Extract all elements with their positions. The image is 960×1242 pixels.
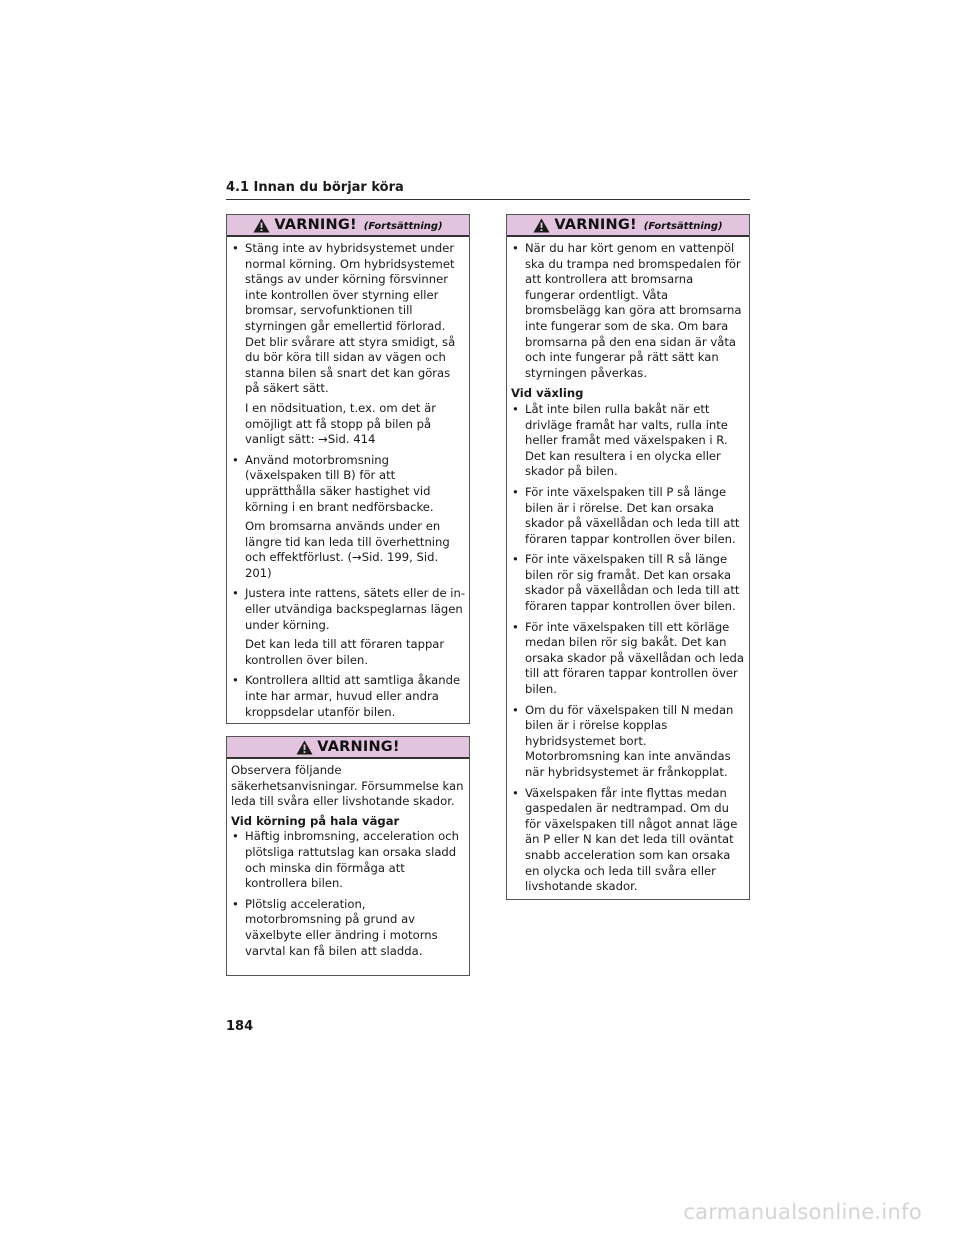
warning-body — [227, 237, 469, 731]
subheading: Vid körning på hala vägar — [231, 813, 400, 828]
list-item — [231, 673, 465, 720]
warning-title: VARNING! — [554, 217, 637, 233]
warning-subtitle: (Fortsättning) — [363, 221, 443, 232]
warning-triangle-icon — [253, 218, 270, 233]
warning-title: VARNING! — [274, 217, 357, 233]
list-item: • Växelspaken får inte flyttas medan gaspedalen är nedtrampad. Om du för växelspaken till något annat läge än P eller N kan det leda till oväntat snabb acceleration som kan orsaka en olycka och leda till svåra eller livshotande skador. — [511, 786, 745, 895]
list-item — [231, 453, 465, 582]
item-paragraph: • Stäng inte av hybridsystemet under normal körning. Om hybridsystemet stängs av under körning försvinner inte kontrollen över styrning eller bromsar, servofunktionen till styrningen går emellertid förlorad. Det blir svårare att styra smidigt, så du bör köra till sidan av vägen och stanna bilen så snart det kan göras på säkert sätt. — [245, 241, 456, 396]
warning-header — [227, 215, 469, 237]
list-item: • För inte växelspaken till P så länge bilen är i rörelse. Det kan orsaka skador på växellådan och leda till att föraren tappar kontrollen över bilen. — [511, 485, 745, 547]
list-item: • Om du för växelspaken till N medan bilen är i rörelse kopplas hybridsystemet bort. Motorbromsning kan inte användas när hybridsystemet är frånkopplat. — [511, 703, 745, 781]
warning-intro: Observera följande säkerhetsanvisningar. Försummelse kan leda till svåra eller livshotande skador. — [231, 763, 464, 809]
item-paragraph: • Kontrollera alltid att samtliga åkande inte har armar, huvud eller andra kroppsdelar utanför bilen. — [245, 673, 461, 719]
list-item: • Låt inte bilen rulla bakåt när ett drivläge framåt har valts, rulla inte heller framåt med växelspaken i R. Det kan resultera i en olycka eller skador på bilen. — [511, 402, 745, 480]
page-number: 184 — [226, 1019, 254, 1034]
item-paragraph: Om bromsarna används under en längre tid kan leda till överhettning och effektförlust. (→Sid. 199, Sid. 201) — [245, 519, 450, 580]
item-paragraph: I en nödsituation, t.ex. om det är omöjligt att få stopp på bilen på vanligt sätt: →Sid. 414 — [245, 400, 436, 447]
list-item: • För inte växelspaken till R så länge bilen rör sig framåt. Det kan orsaka skador på växellådan och leda till att föraren tappar kontrollen över bilen. — [511, 552, 745, 614]
subheading: Vid växling — [511, 386, 584, 401]
warning-subtitle: (Fortsättning) — [643, 221, 723, 232]
warning-body — [507, 237, 749, 906]
list-item — [231, 586, 465, 668]
warning-triangle-icon — [296, 740, 313, 755]
warning-box-left — [226, 736, 470, 976]
warning-header — [507, 215, 749, 237]
warning-title: VARNING! — [317, 739, 400, 755]
watermark: carmanualsonline.info — [683, 1200, 922, 1224]
list-item: • Plötslig acceleration, motorbromsning på grund av växelbyte eller ändring i motorns varvtal kan få bilen att sladda. — [231, 897, 465, 959]
list-item: • När du har kört genom en vattenpöl ska du trampa ned bromspedalen för att kontrollera att bromsarna fungerar ordentligt. Våta bromsbelägg kan göra att bromsarna inte fungerar som de ska. Om bara bromsarna på den ena sidan är våta och inte fungerar på rätt sätt kan styrningen påverkas. — [511, 241, 745, 381]
warning-box-continued-left — [226, 214, 470, 724]
item-paragraph: Det kan leda till att föraren tappar kontrollen över bilen. — [245, 637, 445, 667]
section-title: 4.1 Innan du börjar köra — [226, 180, 750, 200]
warning-body — [227, 759, 469, 970]
item-paragraph: • Använd motorbromsning (växelspaken till B) för att upprätthålla säker hastighet vid körning i en brant nedförsbacke. — [245, 452, 434, 514]
list-item: • Häftig inbromsning, acceleration och plötsliga rattutslag kan orsaka sladd och minska din förmåga att kontrollera bilen. — [231, 829, 465, 891]
list-item: • För inte växelspaken till ett körläge medan bilen rör sig bakåt. Det kan orsaka skador på växellådan och leda till att föraren tappar kontrollen över bilen. — [511, 620, 745, 698]
list-item — [231, 241, 465, 448]
warning-triangle-icon — [533, 218, 550, 233]
item-paragraph: • Justera inte rattens, sätets eller de in- eller utvändiga backspeglarnas lägen under körning. — [245, 586, 466, 632]
warning-header — [227, 737, 469, 759]
warning-box-continued-right — [506, 214, 750, 900]
